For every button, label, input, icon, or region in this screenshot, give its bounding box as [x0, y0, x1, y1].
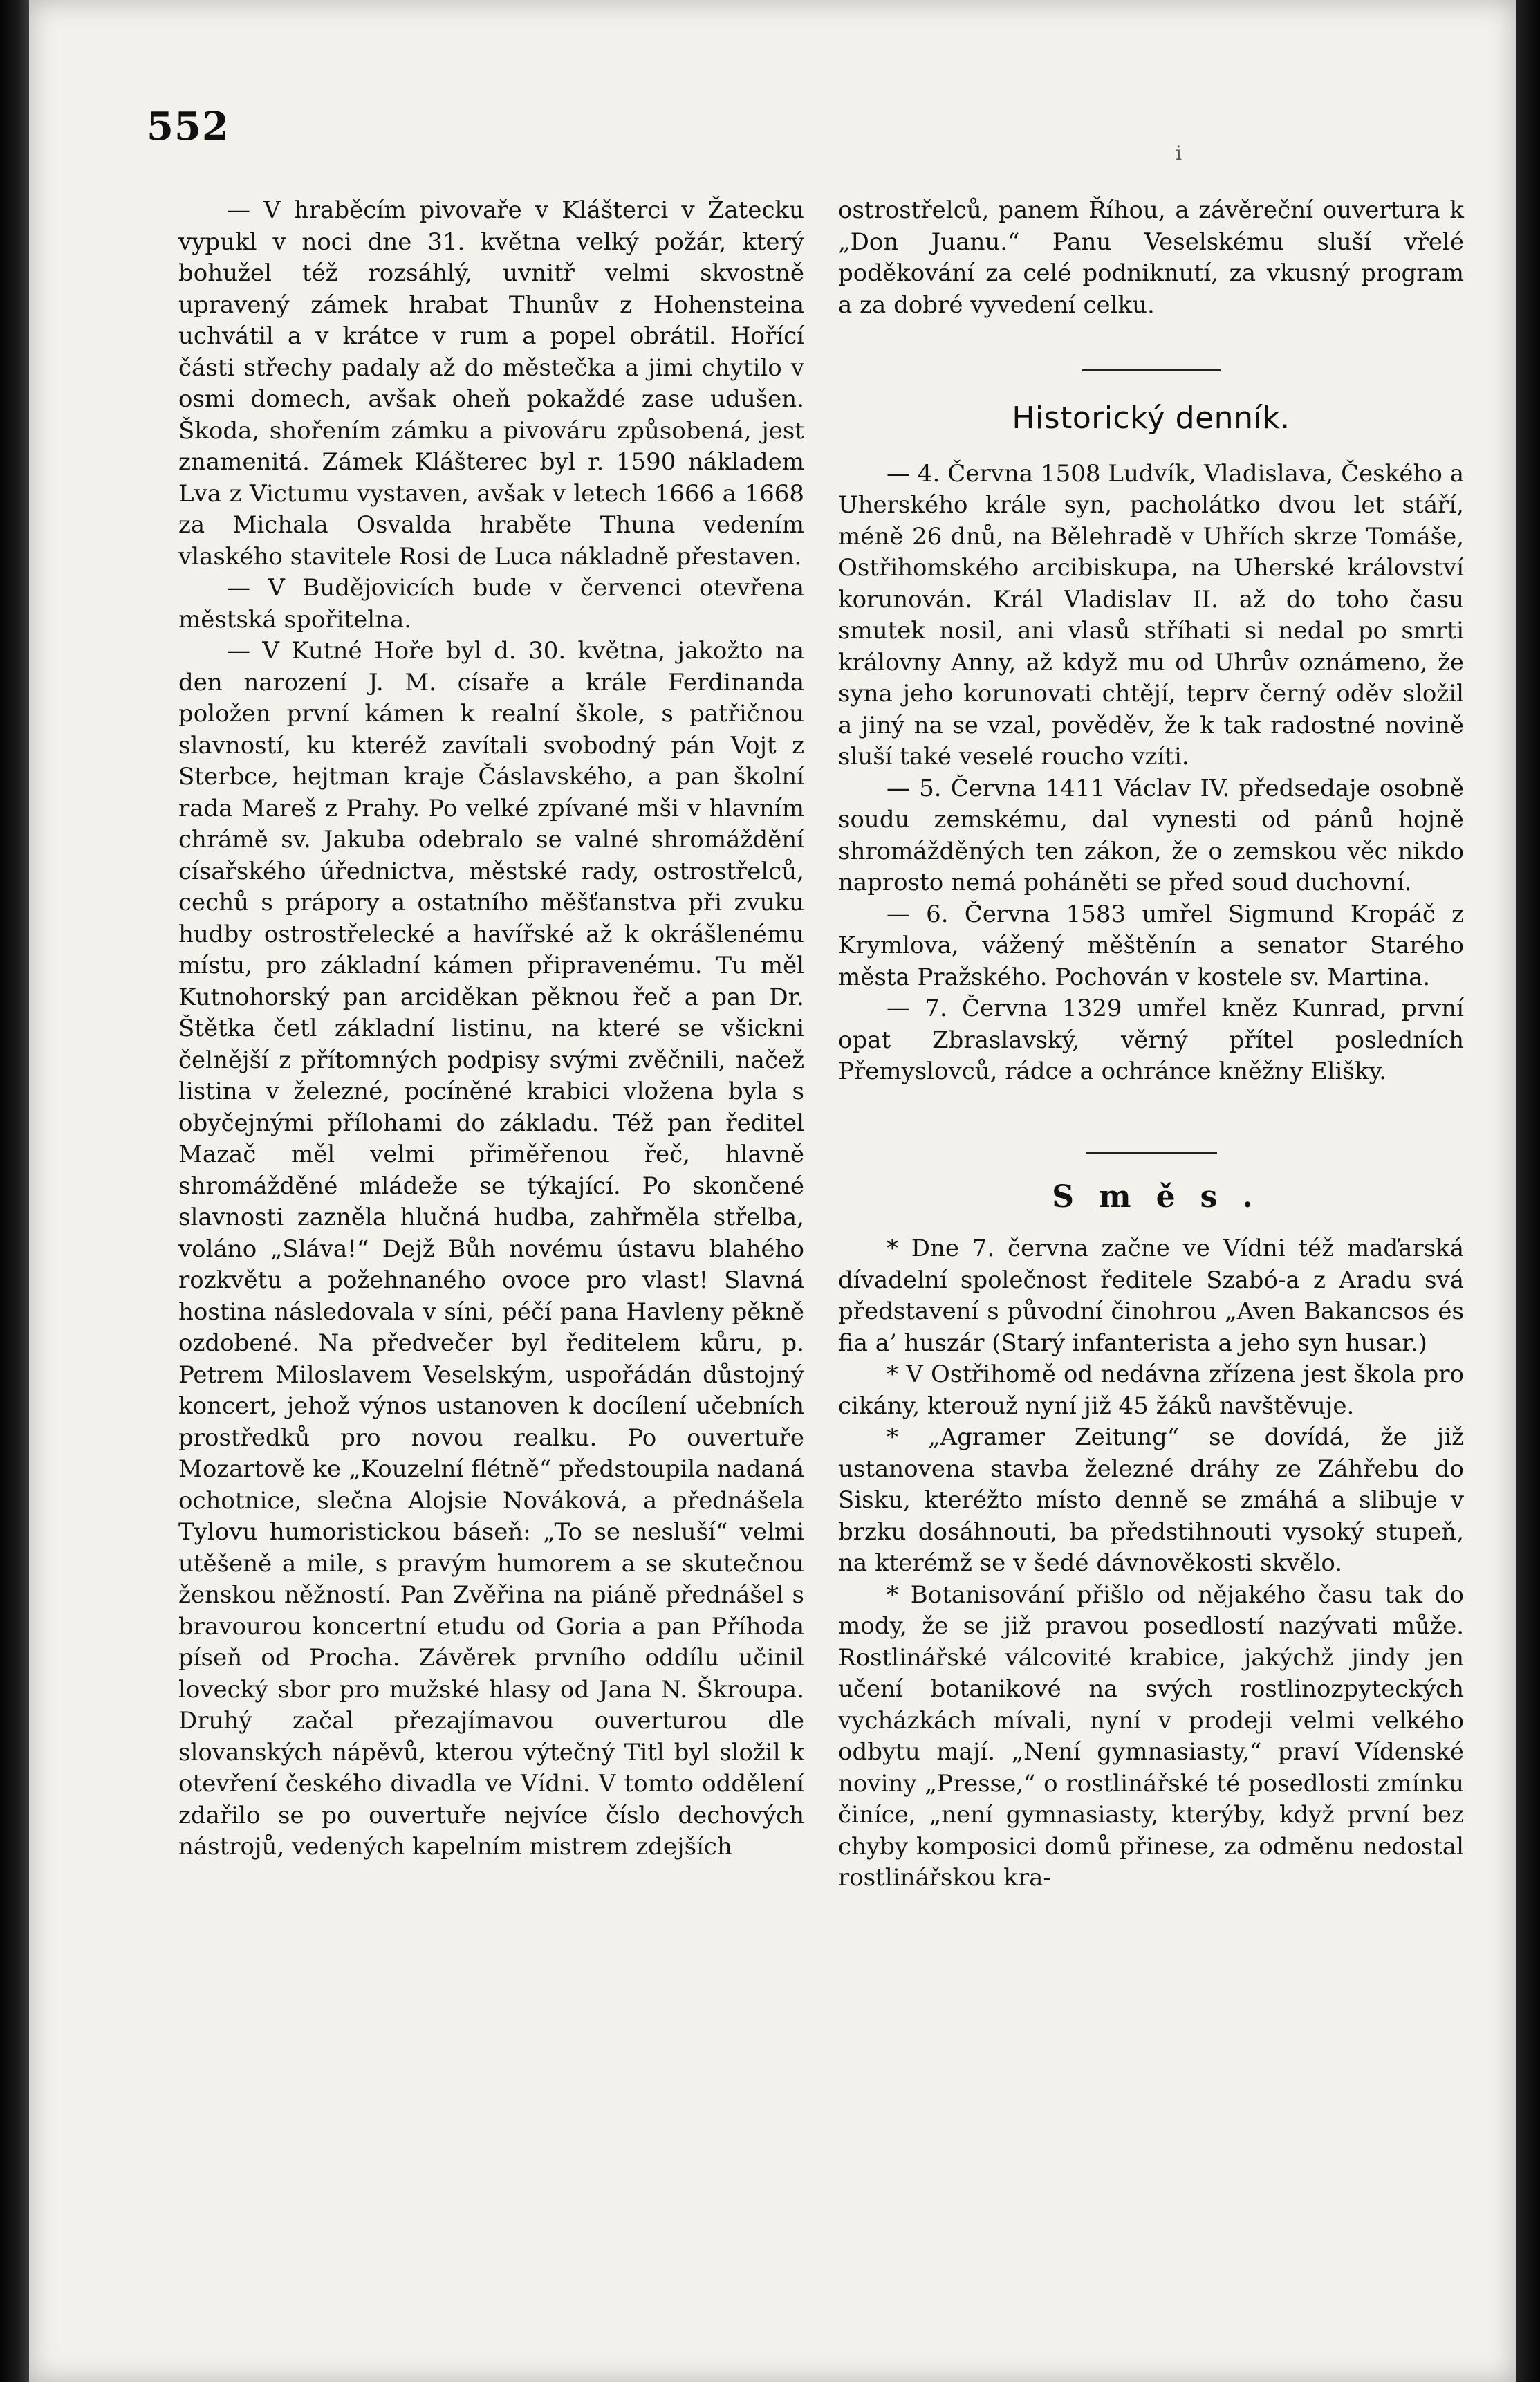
historical-entry: — 7. Června 1329 umřel kněz Kunrad, první opat Zbraslavský, věrný přítel posledních Přemyslovců, rádce a ochránce kněžny Elišky.: [838, 995, 1464, 1085]
stray-mark: i: [1176, 142, 1182, 165]
historical-entry: — 4. Června 1508 Ludvík, Vladislava, Českého a Uherského krále syn, pacholátko dvou let stáří, méně 26 dnů, na Bělehradě v Uhřích skrze Tomáše, Ostřihomského arcibiskupa, na Uherské království korunován. Král Vladislav II. až do toho času smutek nosil, ani vlasů stříhati si nedal po smrti královny Anny, až když mu od Uhrův oznámeno, že syna jeho korunovati chtějí, teprv černý oděv složil a jiný na se vzal, pověděv, že k tak radostné novině sluší také veselé roucho vzíti.: [838, 459, 1464, 770]
article-paragraph: — V hraběcím pivovaře v Klášterci v Žatecku vypukl v noci dne 31. května velký požár, který bohužel též rozsáhlý, uvnitř velmi skvostně upravený zámek hrabat Thunův z Hohensteina uchvátil a v krátce v rum a popel obrátil. Hořící části střechy padaly až do městečka a jimi chytilo v osmi domech, avšak oheň pokaždé zase udušen. Škoda, shořením zámku a pivováru způsobená, jest znamenitá. Zámek Klášterec byl r. 1590 nákladem Lva z Victumu vystaven, avšak v letech 1666 a 1668 za Michala Osvalda hraběte Thuna vedením vlaského stavitele Rosi de Luca nákladně přestaven.: [178, 196, 804, 571]
right-column: [838, 195, 1464, 1894]
section-divider: [1086, 1152, 1217, 1154]
mix-entry: * V Ostřihomě od nedávna zřízena jest škola pro cikány, kterouž nyní již 45 žáků navštěvuje.: [838, 1360, 1464, 1420]
article-continuation: ostrostřelců, panem Říhou, a závěreční ouvertura k „Don Juanu.“ Panu Veselskému sluší vřelé poděkování za celé podniknutí, za vkusný program a za dobré vyvedení celku.: [838, 196, 1464, 319]
section-divider: [1082, 369, 1221, 371]
mix-entry: * Botanisování přišlo od nějakého času tak do mody, že se již pravou posedlostí nazývati může. Rostlinářské válcovité krabice, jakýchž jindy jen učení botanikové na svých rostlinozpyteckých vycházkách mívali, nyní v prodeji velmi velkého odbytu mají. „Není gymnasiasty,“ praví Vídenské noviny „Presse,“ o rostlinářské té posedlosti zmínku činíce, „není gymnasiasty, kterýby, když první bez chyby komposici domů přinese, za odměnu nedostal rostlinářskou kra-: [838, 1580, 1464, 1892]
article-paragraph: — V Kutné Hoře byl d. 30. května, jakožto na den narození J. M. císaře a krále Ferdinanda položen první kámen k realní škole, s patřičnou slavností, ku kteréž zavítali svobodný pán Vojt z Sterbce, hejtman kraje Čáslavského, a pan školní rada Mareš z Prahy. Po velké zpívané mši v hlavním chrámě sv. Jakuba odebralo se valné shromáždění císařského úřednictva, městské rady, ostrostřelců, cechů s prápory a ostatního měšťanstva při zvuku hudby ostrostřelecké a havířské až k okrášlenému místu, pro základní kámen připravenému. Tu měl Kutnohorský pan arciděkan pěknou řeč a pan Dr. Štětka četl základní listinu, na které se všickni čelnější z přítomných podpisy svými zvěčnili, načež listina v železné, pocíněné krabici vložena byla s obyčejnými přílohami do základu. Též pan ředitel Mazač měl velmi přiměřenou řeč, hlavně shromážděné mládeže se týkající. Po skončené slavnosti zazněla hlučná hudba, zahřměla střelba, voláno „Sláva!“ Dejž Bůh novému ústavu blahého rozkvětu a požehnaného ovoce pro vlast! Slavná hostina následovala v síni, péčí pana Havleny pěkně ozdobené. Na předvečer byl ředitelem kůru, p. Petrem Miloslavem Veselským, uspořádán důstojný koncert, jehož výnos ustanoven k docílení učebních prostředků pro novou realku. Po ouvertuře Mozartově ke „Kouzelní flétně“ předstoupila nadaná ochotnice, slečna Alojsie Nováková, a přednášela Tylovu humoristickou báseň: „To se nesluší“ velmi utěšeně a mile, s pravým humorem a se skutečnou ženskou něžností. Pan Zvěřina na piáně přednášel s bravourou koncertní etudu od Goria a pan Příhoda píseň od Procha. Závěrek prvního oddílu učinil lovecký sbor pro mužské hlasy od Jana N. Škroupa. Druhý začal přezajímavou ouverturou dle slovanských nápěvů, kterou výtečný Titl byl složil k otevření českého divadla ve Vídni. V tomto oddělení zdařilo se po ouvertuře nejvíce číslo dechových nástrojů, vedených kapelním mistrem zdejších: [178, 637, 804, 1861]
page-edge-left: [0, 0, 29, 2382]
article-paragraph: — V Budějovicích bude v červenci otevřena městská spořitelna.: [178, 574, 804, 634]
historical-entry: — 5. Června 1411 Václav IV. předsedaje osobně soudu zemskému, dal vynesti od pánů hojně shromážděných ten zákon, že o zemskou věc nikdo naprosto nemá poháněti se před soud duchovní.: [838, 774, 1464, 896]
section-title-historical: Historický denník.: [1012, 400, 1290, 436]
page-number: 552: [147, 104, 230, 149]
left-column: [178, 195, 804, 1863]
section-title-mix: Směs.: [1052, 1179, 1278, 1215]
page-edge-right: [1516, 0, 1540, 2382]
mix-entry: * Dne 7. června začne ve Vídni též maďarská dívadelní společnost ředitele Szabó-a z Aradu svá představení s původní činohrou „Aven Bakancsos és fia a’ huszár (Starý infanterista a jeho syn husar.): [838, 1235, 1464, 1357]
historical-entry: — 6. Června 1583 umřel Sigmund Kropáč z Krymlova, vážený měštěnín a senator Starého města Pražského. Pochován v kostele sv. Martina.: [838, 900, 1464, 991]
mix-entry: * „Agramer Zeitung“ se dovídá, že již ustanovena stavba železné dráhy ze Záhřebu do Sisku, kteréžto místo denně se zmáhá a slibuje v brzku dosáhnouti, ba předstihnouti vysoký stupeň, na kterémž se v šedé dávnověkosti skvělo.: [838, 1423, 1464, 1577]
